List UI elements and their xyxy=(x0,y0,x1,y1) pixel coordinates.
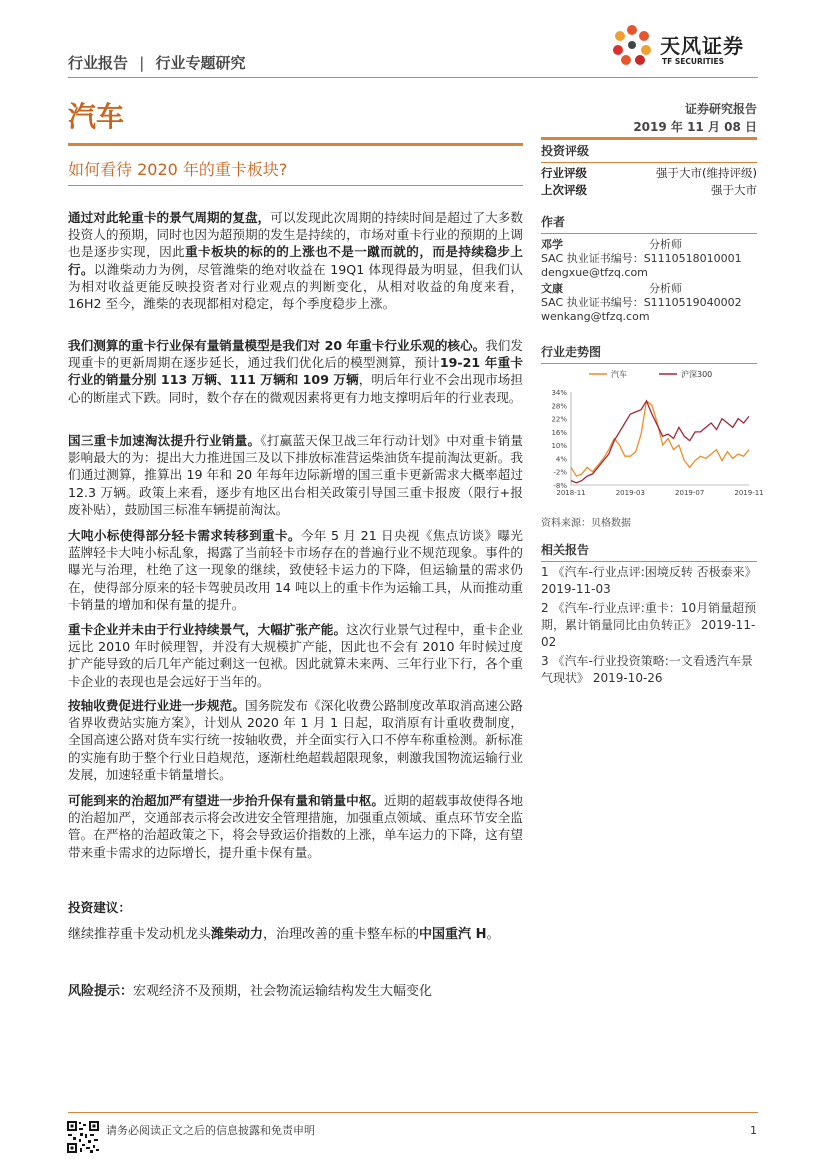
author-cert-label: SAC 执业证书编号： xyxy=(541,296,644,309)
paragraph-lead: 国三重卡加速淘汰提升行业销量。 xyxy=(68,433,261,448)
related-report-link[interactable]: 3 《汽车-行业投资策略:一文看透汽车景气现状》 2019-10-26 xyxy=(541,654,753,685)
authors-section xyxy=(541,213,757,323)
stock-name: 潍柴动力 xyxy=(211,927,264,942)
y-tick-label: 28% xyxy=(551,402,567,411)
paragraph-lead: 大吨小标使得部分轻卡需求转移到重卡。 xyxy=(68,528,301,543)
body-paragraph-6 xyxy=(68,697,523,783)
rating-rule xyxy=(541,137,757,140)
y-tick-label: 16% xyxy=(551,428,567,437)
body-paragraph-1 xyxy=(68,209,523,312)
paragraph-text: 这次行业景气过程中，重卡企业远比 2010 年时候理智，并没有大规模扩产能，因此也不会有 2010 年时候过度扩产能导致的后几年产能过剩这一包袱。因此就算未来两、三年行业下行，各个重卡企业的表现也是会远好于当年的。 xyxy=(68,622,524,689)
risk-note xyxy=(68,983,523,1000)
rating-value: 强于大市(维持评级) xyxy=(656,166,757,180)
author-email[interactable]: dengxue@tfzq.com xyxy=(541,265,648,279)
rating-label: 上次评级 xyxy=(541,183,587,197)
paragraph-lead: 按轴收费促进行业进一步规范。 xyxy=(68,698,245,713)
x-tick-label: 2019-03 xyxy=(615,489,645,497)
body-paragraph-5 xyxy=(68,621,523,690)
paragraph-text: 可以发现此次周期的持续时间是超过了大多数投资人的预期，同时也因为超预期的发生是持续的，市场对重卡行业的预期的上调也是逐步实现，因此 xyxy=(68,210,524,260)
series-line-auto xyxy=(571,401,749,476)
paragraph-text: 。 xyxy=(486,927,500,942)
y-tick-label: -8% xyxy=(553,482,567,490)
header-rule xyxy=(68,77,758,78)
body-paragraph-4 xyxy=(68,527,523,613)
author-role: 分析师 xyxy=(649,238,682,251)
y-tick-label: 4% xyxy=(555,455,567,464)
author-cert: S1110518010001 xyxy=(643,252,742,265)
risk-heading: 风险提示： xyxy=(68,984,134,999)
rating-section xyxy=(541,142,757,199)
qr-code-icon xyxy=(66,1120,100,1154)
related-section xyxy=(541,541,757,687)
y-tick-label: 34% xyxy=(551,389,567,397)
trend-source: 资料来源：贝格数据 xyxy=(541,518,631,529)
legend-label: 汽车 xyxy=(611,370,627,379)
header-separator: | xyxy=(139,54,145,72)
paragraph-text: 近期的超载事故使得各地的治超加严，交通部表示将会改进安全管理措施，加强重点领域、重点环节安全监管。在严格的治超政策之下，将会导致运价指数的上涨，单车运力的下降，这有望带来重卡需求的边际增长，提升重卡保有量。 xyxy=(68,793,524,860)
logo-petal-icon xyxy=(610,22,654,68)
paragraph-highlight: 重卡板块的标的的上涨也不是一蹴而就的，而是持续稳步上行。 xyxy=(68,244,524,277)
footer-notice: 请务必阅读正文之后的信息披露和免责申明 xyxy=(106,1124,315,1137)
rating-label: 行业评级 xyxy=(541,166,587,180)
report-title: 如何看待 2020 年的重卡板块? xyxy=(68,160,288,179)
title-rule-bottom xyxy=(68,185,523,186)
paragraph-text: 今年 5 月 21 日央视《焦点访谈》曝光蓝牌轻卡大吨小标乱象，揭露了当前轻卡市场存在的普遍行业不规范现象。事件的曝光与治理，杜绝了这一现象的继续，致使轻卡运力的下降，但运输量的需求仍在，使得部分原来的轻卡驾驶员改用 14 吨以上的重卡作为运输工具，从而推动重卡销量的增加和保有量的提升。 xyxy=(68,528,523,612)
paragraph-highlight: 19-21 年重卡行业的销量分别 113 万辆、111 万辆和 109 万辆 xyxy=(68,355,524,388)
investment-heading: 投资建议： xyxy=(68,900,131,915)
trend-section xyxy=(541,343,757,364)
author-email[interactable]: wenkang@tfzq.com xyxy=(541,309,650,323)
author-cert: S1110519040002 xyxy=(643,296,742,309)
paragraph-lead: 通过对此轮重卡的景气周期的复盘， xyxy=(68,210,271,225)
paragraph-text: 《打赢蓝天保卫战三年行动计划》中对重卡销量影响最大的为：提出大力推进国三及以下排放标准营运柴油货车提前淘汰更新。我们通过测算，推算出 19 年和 20 年每年边际新增的国三重卡更新需求大概率超过 12.3 万辆。政策上来看，逐步有地区出台相关政策引导国三重卡报废（限行+报废补贴），鼓励国三标准车辆提前淘汰。 xyxy=(68,433,524,517)
author-name: 邓学 xyxy=(541,238,563,251)
related-report-link[interactable]: 2 《汽车-行业点评:重卡：10月销量超预期，累计销量同比由负转正》 2019-11-02 xyxy=(541,601,757,649)
report-subcategory: 行业专题研究 xyxy=(155,54,246,72)
author-name: 文康 xyxy=(541,282,563,295)
investment-advice xyxy=(68,926,523,943)
rating-row xyxy=(541,165,757,182)
body-paragraph-2 xyxy=(68,337,523,406)
report-category: 行业报告 xyxy=(68,54,129,72)
x-tick-label: 2019-11 xyxy=(734,489,764,497)
paragraph-text: 国务院发布《深化收费公路制度改革取消高速公路省界收费站实施方案》，计划从 2020 年 1 月 1 日起，取消原有计重收费制度，全国高速公路对货车实行统一按轴收费，并全面实行入口不停车称重检测。新标准的实施有助于整个行业日趋规范，逐渐杜绝超载超限现象，刺激我国物流运输行业发展，加速轻重卡销量增长。 xyxy=(68,698,524,782)
trend-chart xyxy=(541,362,764,512)
x-tick-label: 2018-11 xyxy=(556,489,586,497)
body-paragraph-3 xyxy=(68,432,523,518)
related-report-link[interactable]: 1 《汽车-行业点评:困境反转 否极泰来》 2019-11-03 xyxy=(541,565,757,596)
legend-label: 沪深300 xyxy=(681,370,713,379)
rating-value: 强于大市 xyxy=(711,183,757,197)
report-type: 证券研究报告 xyxy=(684,102,757,116)
paragraph-text: ，治理改善的重卡整车标的 xyxy=(263,927,420,942)
author-role: 分析师 xyxy=(649,282,682,295)
risk-text: 宏观经济不及预期，社会物流运输结构发生大幅变化 xyxy=(133,984,433,999)
company-logo xyxy=(610,22,760,72)
title-rule xyxy=(68,143,523,146)
page-number: 1 xyxy=(750,1124,757,1137)
report-date: 2019 年 11 月 08 日 xyxy=(633,120,757,134)
related-heading: 相关报告 xyxy=(541,543,590,557)
author-cert-label: SAC 执业证书编号： xyxy=(541,252,644,265)
trend-heading: 行业走势图 xyxy=(541,345,602,359)
stock-name: 中国重汽 H xyxy=(419,927,487,942)
author-block xyxy=(541,238,757,279)
authors-heading: 作者 xyxy=(541,215,566,229)
y-tick-label: -2% xyxy=(553,468,567,477)
author-block xyxy=(541,282,757,323)
industry-title: 汽车 xyxy=(68,100,125,133)
rating-heading: 投资评级 xyxy=(541,144,590,158)
rating-row xyxy=(541,182,757,199)
y-tick-label: 10% xyxy=(551,442,567,451)
paragraph-lead: 可能到来的治超加严有望进一步抬升保有量和销量中枢。 xyxy=(68,793,385,808)
y-tick-label: 22% xyxy=(551,415,567,424)
paragraph-text: ，明后年行业不会出现市场担心的断崖式下跌。同时，数个存在的微观因素将更有力地支撑明后年的行业表现。 xyxy=(68,372,523,405)
paragraph-lead: 我们测算的重卡行业保有量销量模型是我们对 20 年重卡行业乐观的核心。 xyxy=(68,338,486,353)
header-category xyxy=(68,52,246,73)
body-paragraph-7 xyxy=(68,792,523,861)
paragraph-lead: 重卡企业并未由于行业持续景气，大幅扩张产能。 xyxy=(68,622,347,637)
logo-text-en: TF SECURITIES xyxy=(662,57,724,66)
logo-text-cn: 天风证券 xyxy=(660,34,744,58)
paragraph-text: 继续推荐重卡发动机龙头 xyxy=(68,927,212,942)
footer-rule xyxy=(68,1112,758,1113)
series-line-hs300 xyxy=(571,401,749,483)
paragraph-text: 我们发现重卡的更新周期在逐步延长，通过我们优化后的模型测算，预计 xyxy=(68,338,523,371)
paragraph-text: 以潍柴动力为例，尽管潍柴的绝对收益在 19Q1 体现得最为明显，但我们认为相对收益更能反映投资者对行业观点的判断变化，从相对收益的角度来看，16H2 至今，潍柴的表现都相对稳定，每个季度稳步上涨。 xyxy=(68,261,523,312)
x-tick-label: 2019-07 xyxy=(675,489,705,497)
